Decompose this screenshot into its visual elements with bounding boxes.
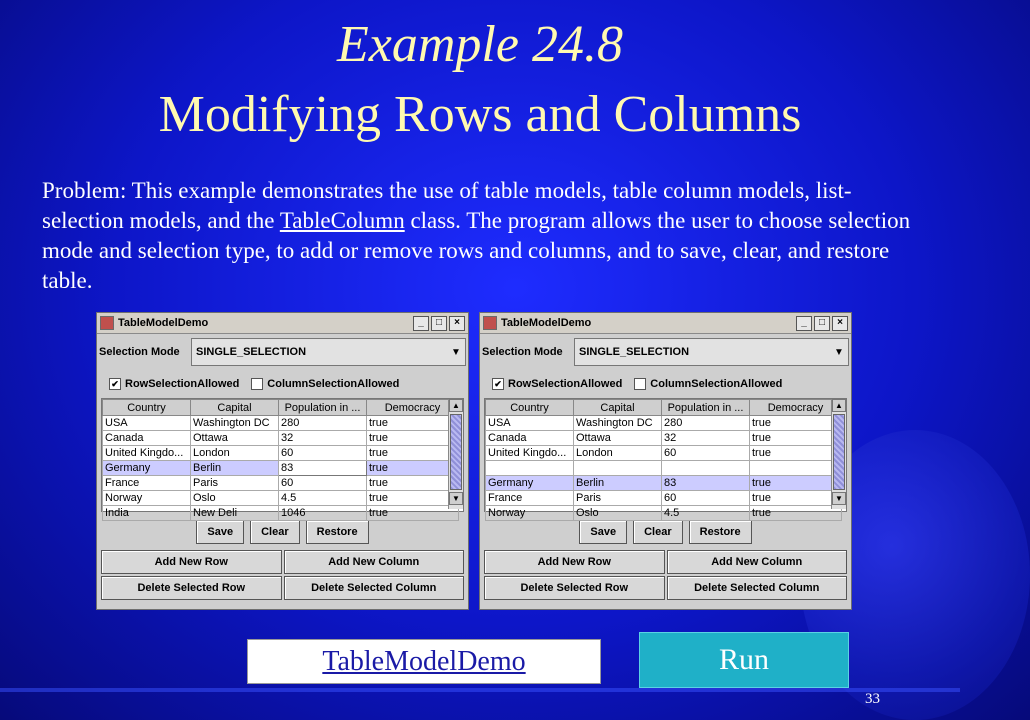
java-app-icon <box>483 316 497 330</box>
table-row-selected[interactable] <box>486 476 842 491</box>
table-cell[interactable]: Paris <box>574 491 662 506</box>
scroll-thumb[interactable] <box>450 414 462 490</box>
table-cell[interactable]: Germany <box>486 476 574 491</box>
bottom-divider <box>0 688 960 692</box>
table-cell[interactable]: United Kingdo... <box>486 446 574 461</box>
save-button[interactable]: Save <box>196 520 244 544</box>
column-header[interactable]: Democracy <box>367 400 459 416</box>
table-row[interactable] <box>486 506 842 521</box>
dropdown-arrow-icon[interactable]: ▼ <box>451 346 461 358</box>
window-titlebar <box>480 313 851 334</box>
column-header[interactable]: Population in ... <box>662 400 750 416</box>
table-cell[interactable]: Norway <box>486 506 574 521</box>
table-cell[interactable]: London <box>574 446 662 461</box>
country-table[interactable] <box>484 398 847 519</box>
table-cell[interactable]: USA <box>103 416 191 431</box>
scroll-down-icon[interactable]: ▼ <box>832 492 846 505</box>
table-cell[interactable]: Washington DC <box>191 416 279 431</box>
scroll-up-icon[interactable]: ▲ <box>832 399 846 412</box>
table-cell[interactable]: London <box>191 446 279 461</box>
column-header[interactable]: Capital <box>574 400 662 416</box>
table-cell[interactable]: Berlin <box>574 476 662 491</box>
delete-selected-column-button[interactable]: Delete Selected Column <box>667 576 848 600</box>
selection-mode-label: Selection Mode <box>482 346 563 358</box>
table-cell[interactable]: Oslo <box>191 491 279 506</box>
table-row-empty[interactable] <box>486 461 842 476</box>
table-row[interactable] <box>103 476 459 491</box>
selection-mode-combo[interactable] <box>574 338 849 366</box>
table-cell[interactable]: USA <box>486 416 574 431</box>
table-cell[interactable]: true <box>750 446 842 461</box>
table-cell[interactable]: Canada <box>103 431 191 446</box>
table-cell[interactable]: 4.5 <box>662 506 750 521</box>
table-cell[interactable]: 60 <box>279 446 367 461</box>
table-cell[interactable]: Ottawa <box>191 431 279 446</box>
restore-button[interactable]: Restore <box>306 520 369 544</box>
table-cell[interactable]: true <box>750 416 842 431</box>
window-title: TableModelDemo <box>118 317 209 329</box>
close-button[interactable]: × <box>832 316 848 331</box>
checkbox-empty-icon[interactable] <box>634 378 646 390</box>
table-cell[interactable]: Ottawa <box>574 431 662 446</box>
problem-text <box>42 176 922 296</box>
table-cell[interactable]: Germany <box>103 461 191 476</box>
table-cell[interactable]: Norway <box>103 491 191 506</box>
maximize-button[interactable]: □ <box>814 316 830 331</box>
column-selection-label: ColumnSelectionAllowed <box>650 378 783 390</box>
delete-selected-column-button[interactable]: Delete Selected Column <box>284 576 465 600</box>
java-app-icon <box>100 316 114 330</box>
table-cell[interactable]: 280 <box>662 416 750 431</box>
table-row-selected[interactable] <box>103 461 459 476</box>
selection-mode-value: SINGLE_SELECTION <box>579 346 690 358</box>
column-header[interactable]: Country <box>103 400 191 416</box>
table-cell[interactable]: Berlin <box>191 461 279 476</box>
table-cell[interactable]: India <box>103 506 191 521</box>
restore-button[interactable]: Restore <box>689 520 752 544</box>
table-cell[interactable]: true <box>367 416 459 431</box>
column-selection-label: ColumnSelectionAllowed <box>267 378 400 390</box>
table-cell[interactable]: true <box>367 506 459 521</box>
table-cell[interactable]: 83 <box>662 476 750 491</box>
tablecolumn-link: TableColumn <box>279 208 405 233</box>
minimize-button[interactable]: _ <box>413 316 429 331</box>
problem-text-a: Problem: This example demonstrates the use of table models, table column models, list-selection models, and the <box>42 178 852 233</box>
checkbox-checked-icon[interactable]: ✔ <box>492 378 504 390</box>
table-cell[interactable] <box>750 461 842 476</box>
table-row[interactable] <box>486 491 842 506</box>
tablemodeldemo-link[interactable]: TableModelDemo <box>247 639 601 684</box>
table-cell[interactable]: true <box>367 446 459 461</box>
row-selection-checkbox[interactable] <box>109 378 239 390</box>
clear-button[interactable]: Clear <box>633 520 683 544</box>
table-cell[interactable]: true <box>750 476 842 491</box>
table-row[interactable] <box>103 416 459 431</box>
slide-title-line1: Example 24.8 <box>337 16 623 73</box>
table-cell-focused[interactable]: 83 <box>279 461 367 476</box>
table-row[interactable] <box>486 431 842 446</box>
delete-selected-row-button[interactable]: Delete Selected Row <box>484 576 665 600</box>
window-title: TableModelDemo <box>501 317 592 329</box>
problem-text-b: class. The program allows the user to choose selection mode and selection type, to add or remove rows and columns, and to save, clear, and restore table. <box>42 208 911 293</box>
minimize-button[interactable]: _ <box>796 316 812 331</box>
table-cell[interactable]: 32 <box>662 431 750 446</box>
table-cell[interactable]: 60 <box>662 446 750 461</box>
table-cell[interactable] <box>486 461 574 476</box>
table-cell[interactable]: Paris <box>191 476 279 491</box>
table-cell[interactable]: Oslo <box>574 506 662 521</box>
vertical-scrollbar[interactable] <box>448 399 463 509</box>
table-cell[interactable]: true <box>367 461 459 476</box>
table-row[interactable] <box>103 446 459 461</box>
selection-mode-value: SINGLE_SELECTION <box>196 346 307 358</box>
scroll-thumb[interactable] <box>833 414 845 490</box>
checkbox-empty-icon[interactable] <box>251 378 263 390</box>
row-selection-label: RowSelectionAllowed <box>508 378 623 390</box>
window-titlebar <box>97 313 468 334</box>
maximize-button[interactable]: □ <box>431 316 447 331</box>
column-header[interactable]: Population in ... <box>279 400 367 416</box>
table-cell[interactable]: true <box>367 491 459 506</box>
selection-mode-label: Selection Mode <box>99 346 180 358</box>
table-cell[interactable]: true <box>367 431 459 446</box>
save-button[interactable]: Save <box>579 520 627 544</box>
delete-selected-row-button[interactable]: Delete Selected Row <box>101 576 282 600</box>
table-row[interactable] <box>486 416 842 431</box>
clear-button[interactable]: Clear <box>250 520 300 544</box>
column-selection-checkbox[interactable] <box>634 378 782 390</box>
table-cell[interactable]: Canada <box>486 431 574 446</box>
row-selection-checkbox[interactable] <box>492 378 622 390</box>
table-cell[interactable]: true <box>750 491 842 506</box>
add-new-column-button[interactable]: Add New Column <box>284 550 465 574</box>
dropdown-arrow-icon[interactable]: ▼ <box>834 346 844 358</box>
table-cell[interactable]: Washington DC <box>574 416 662 431</box>
table-cell[interactable]: 1046 <box>279 506 367 521</box>
add-new-column-button[interactable]: Add New Column <box>667 550 848 574</box>
table-row[interactable] <box>103 506 459 521</box>
run-button[interactable]: Run <box>639 632 849 688</box>
table-cell[interactable]: true <box>750 431 842 446</box>
table-row[interactable] <box>486 446 842 461</box>
window-after <box>479 312 852 610</box>
table-cell[interactable]: 4.5 <box>279 491 367 506</box>
table-cell[interactable]: true <box>367 476 459 491</box>
table-cell[interactable]: France <box>486 491 574 506</box>
table-cell[interactable]: 60 <box>662 491 750 506</box>
table-cell[interactable]: 32 <box>279 431 367 446</box>
table-cell[interactable]: New Deli <box>191 506 279 521</box>
column-header[interactable]: Country <box>486 400 574 416</box>
table-cell[interactable] <box>662 461 750 476</box>
add-new-row-button[interactable]: Add New Row <box>101 550 282 574</box>
table-cell[interactable]: United Kingdo... <box>103 446 191 461</box>
column-selection-checkbox[interactable] <box>251 378 399 390</box>
column-header[interactable]: Capital <box>191 400 279 416</box>
table-row[interactable] <box>103 491 459 506</box>
scroll-up-icon[interactable]: ▲ <box>449 399 463 412</box>
add-new-row-button[interactable]: Add New Row <box>484 550 665 574</box>
vertical-scrollbar[interactable] <box>831 399 846 509</box>
page-number: 33 <box>865 691 880 707</box>
table-cell[interactable]: France <box>103 476 191 491</box>
table-cell[interactable]: 280 <box>279 416 367 431</box>
selection-mode-combo[interactable] <box>191 338 466 366</box>
close-button[interactable]: × <box>449 316 465 331</box>
table-row[interactable] <box>103 431 459 446</box>
table-cell[interactable]: 60 <box>279 476 367 491</box>
window-before <box>96 312 469 610</box>
column-header[interactable]: Democracy <box>750 400 842 416</box>
slide-title-line2: Modifying Rows and Columns <box>158 86 802 143</box>
checkbox-checked-icon[interactable]: ✔ <box>109 378 121 390</box>
table-cell[interactable] <box>574 461 662 476</box>
scroll-down-icon[interactable]: ▼ <box>449 492 463 505</box>
row-selection-label: RowSelectionAllowed <box>125 378 240 390</box>
country-table[interactable] <box>101 398 464 519</box>
table-cell[interactable]: true <box>750 506 842 521</box>
